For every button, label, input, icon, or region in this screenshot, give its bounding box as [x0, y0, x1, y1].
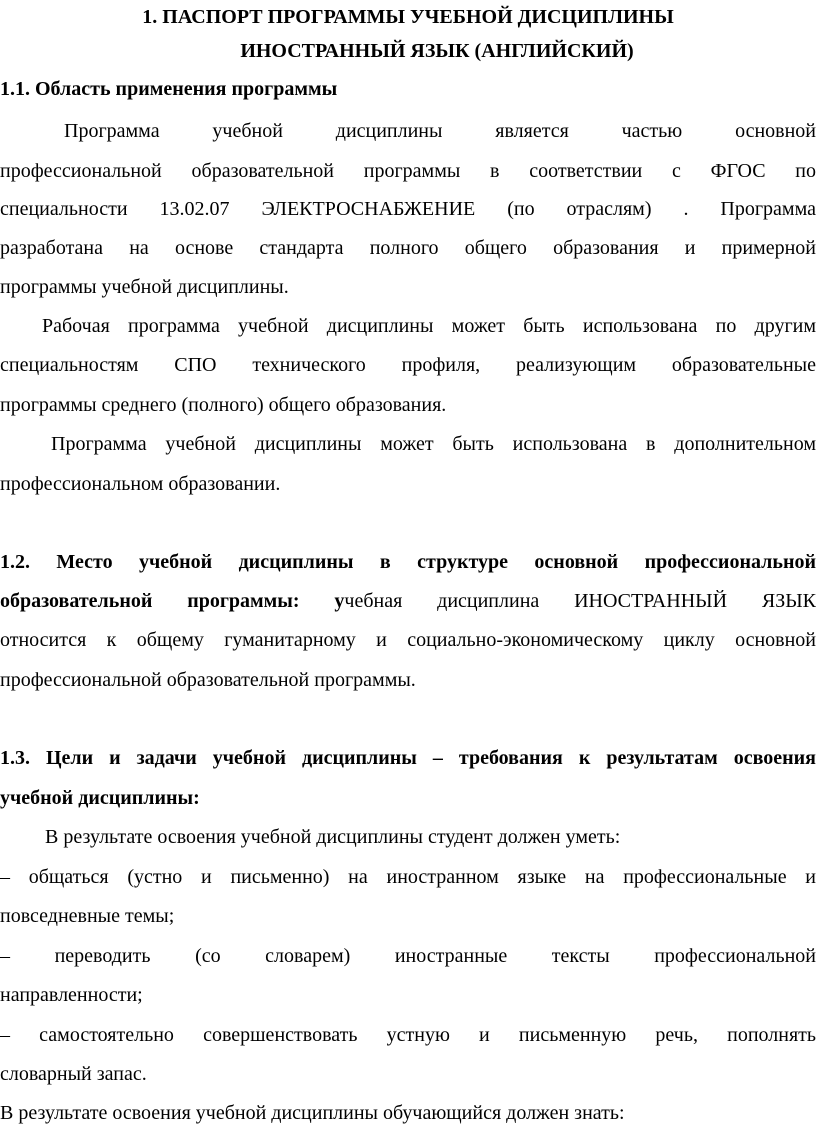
title-line-2: ИНОСТРАННЫЙ ЯЗЫК (АНГЛИЙСКИЙ)	[240, 40, 634, 62]
section-1-2-heading-line-2	[0, 586, 816, 616]
title-line-1: 1. ПАСПОРТ ПРОГРАММЫ УЧЕБНОЙ ДИСЦИПЛИНЫ	[142, 6, 674, 28]
paragraph-line: профессиональной образовательной программы в соответствии с ФГОС по	[0, 160, 816, 182]
section-1-2-heading: 1.2. Место учебной дисциплины в структуре основной профессиональной	[0, 551, 816, 573]
paragraph-line: специальностям СПО технического профиля, реализующим образовательные	[0, 354, 816, 376]
list-item: – переводить (со словарем) иностранные тексты профессиональной	[0, 945, 816, 967]
paragraph-line: разработана на основе стандарта полного общего образования и примерной	[0, 237, 816, 259]
section-1-2-heading-rest: чебная дисциплина ИНОСТРАННЫЙ ЯЗЫК	[344, 590, 816, 612]
paragraph-line: относится к общему гуманитарному и социально-экономическому циклу основной	[0, 629, 816, 651]
paragraph-line: Программа учебной дисциплины является частью основной	[64, 120, 816, 142]
section-1-3-heading: 1.3. Цели и задачи учебной дисциплины – требования к результатам освоения	[0, 747, 816, 769]
paragraph-line: профессиональном образовании.	[0, 473, 281, 495]
paragraph-line: программы среднего (полного) общего образования.	[0, 394, 447, 416]
section-1-3-heading-line-2: учебной дисциплины:	[0, 787, 200, 809]
section-1-2-heading-bold: образовательной программы: у	[0, 590, 345, 612]
list-item-continuation: повседневные темы;	[0, 905, 175, 927]
section-1-3-know-intro: В результате освоения учебной дисциплины обучающийся должен знать:	[0, 1102, 625, 1124]
list-item: – самостоятельно совершенствовать устную и письменную речь, пополнять	[0, 1024, 816, 1046]
paragraph-line: профессиональной образовательной программы.	[0, 669, 416, 691]
paragraph-line: Рабочая программа учебной дисциплины может быть использована по другим	[42, 315, 816, 337]
list-item-continuation: словарный запас.	[0, 1063, 147, 1085]
paragraph-line: программы учебной дисциплины.	[0, 276, 289, 298]
paragraph-line: специальности 13.02.07 ЭЛЕКТРОСНАБЖЕНИЕ (по отраслям) . Программа	[0, 198, 816, 220]
list-item-continuation: направленности;	[0, 984, 143, 1006]
section-1-3-intro: В результате освоения учебной дисциплины студент должен уметь:	[45, 826, 621, 848]
list-item: – общаться (устно и письменно) на иностранном языке на профессиональные и	[0, 866, 816, 888]
paragraph-line: Программа учебной дисциплины может быть использована в дополнительном	[51, 433, 816, 455]
section-1-1-heading: 1.1. Область применения программы	[0, 78, 338, 100]
